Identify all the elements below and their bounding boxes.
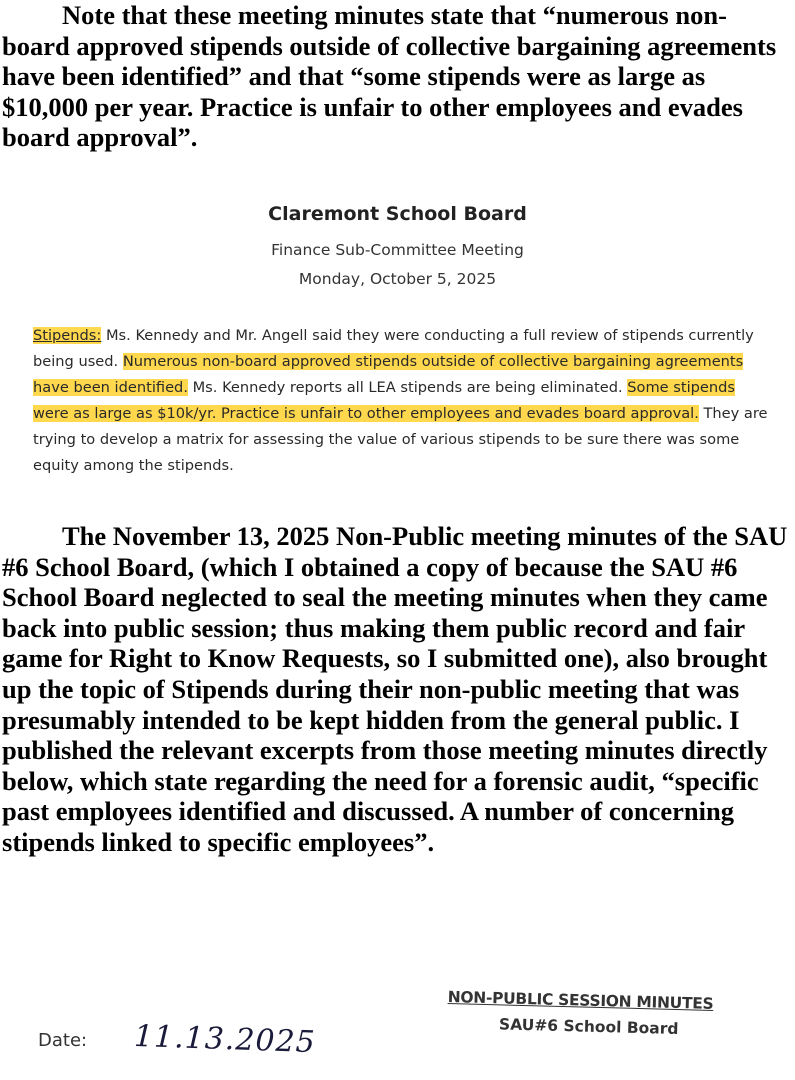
clipping-text-1: Ms. Kennedy and Mr. Angell said they were conducting a full review of stipends currently being used. (33, 327, 754, 370)
intro-paragraph: Note that these meeting minutes state that “numerous non-board approved stipends outside of collective bargaining agreements have been identified” and that “some stipends were as large as $10,000 per year. Practice is unfair to other employees and evades board approval”. (2, 0, 777, 153)
non-public-title: NON-PUBLIC SESSION MINUTES (447, 988, 714, 1013)
second-paragraph: The November 13, 2025 Non-Public meeting minutes of the SAU #6 School Board, (which I obtained a copy of because the SAU #6 School Board neglected to seal the meeting minutes when they came back into public session; thus making them public record and fair game for Right to Know Requests, so I submitted one), also brought up the topic of Stipends during their non-public meeting that was presumably intended to be kept hidden from the general public. I published the relevant excerpts from those meeting minutes directly below, which state regarding the need for a forensic audit, “specific past employees identified and discussed. A number of concerning stipends linked to specific employees”. (2, 521, 788, 857)
date-label: Date: (38, 1030, 88, 1051)
clipping-text-3: They are trying to develop a matrix for assessing the value of various stipends to be sure there was some equity among the stipends. (33, 405, 768, 474)
handwritten-date: 11.13.2025 (133, 1018, 317, 1061)
highlight-1: Numerous non-board approved stipends outside of collective bargaining agreements have been identified. (33, 353, 744, 396)
non-public-board: SAU#6 School Board (498, 1015, 679, 1039)
highlight-2: Some stipends were as large as $10k/yr. Practice is unfair to other employees and evades board approval. (33, 379, 736, 422)
clipping-date: Monday, October 5, 2025 (298, 270, 497, 288)
non-public-header (447, 988, 768, 1040)
clipping-title: Claremont School Board (268, 203, 527, 225)
clipping-text-2: Ms. Kennedy reports all LEA stipends are being eliminated. (187, 379, 628, 396)
clipping-body (33, 323, 768, 479)
date-row (38, 1018, 338, 1072)
clipping-subtitle: Finance Sub-Committee Meeting (271, 241, 524, 259)
stipends-label: Stipends: (33, 327, 102, 344)
